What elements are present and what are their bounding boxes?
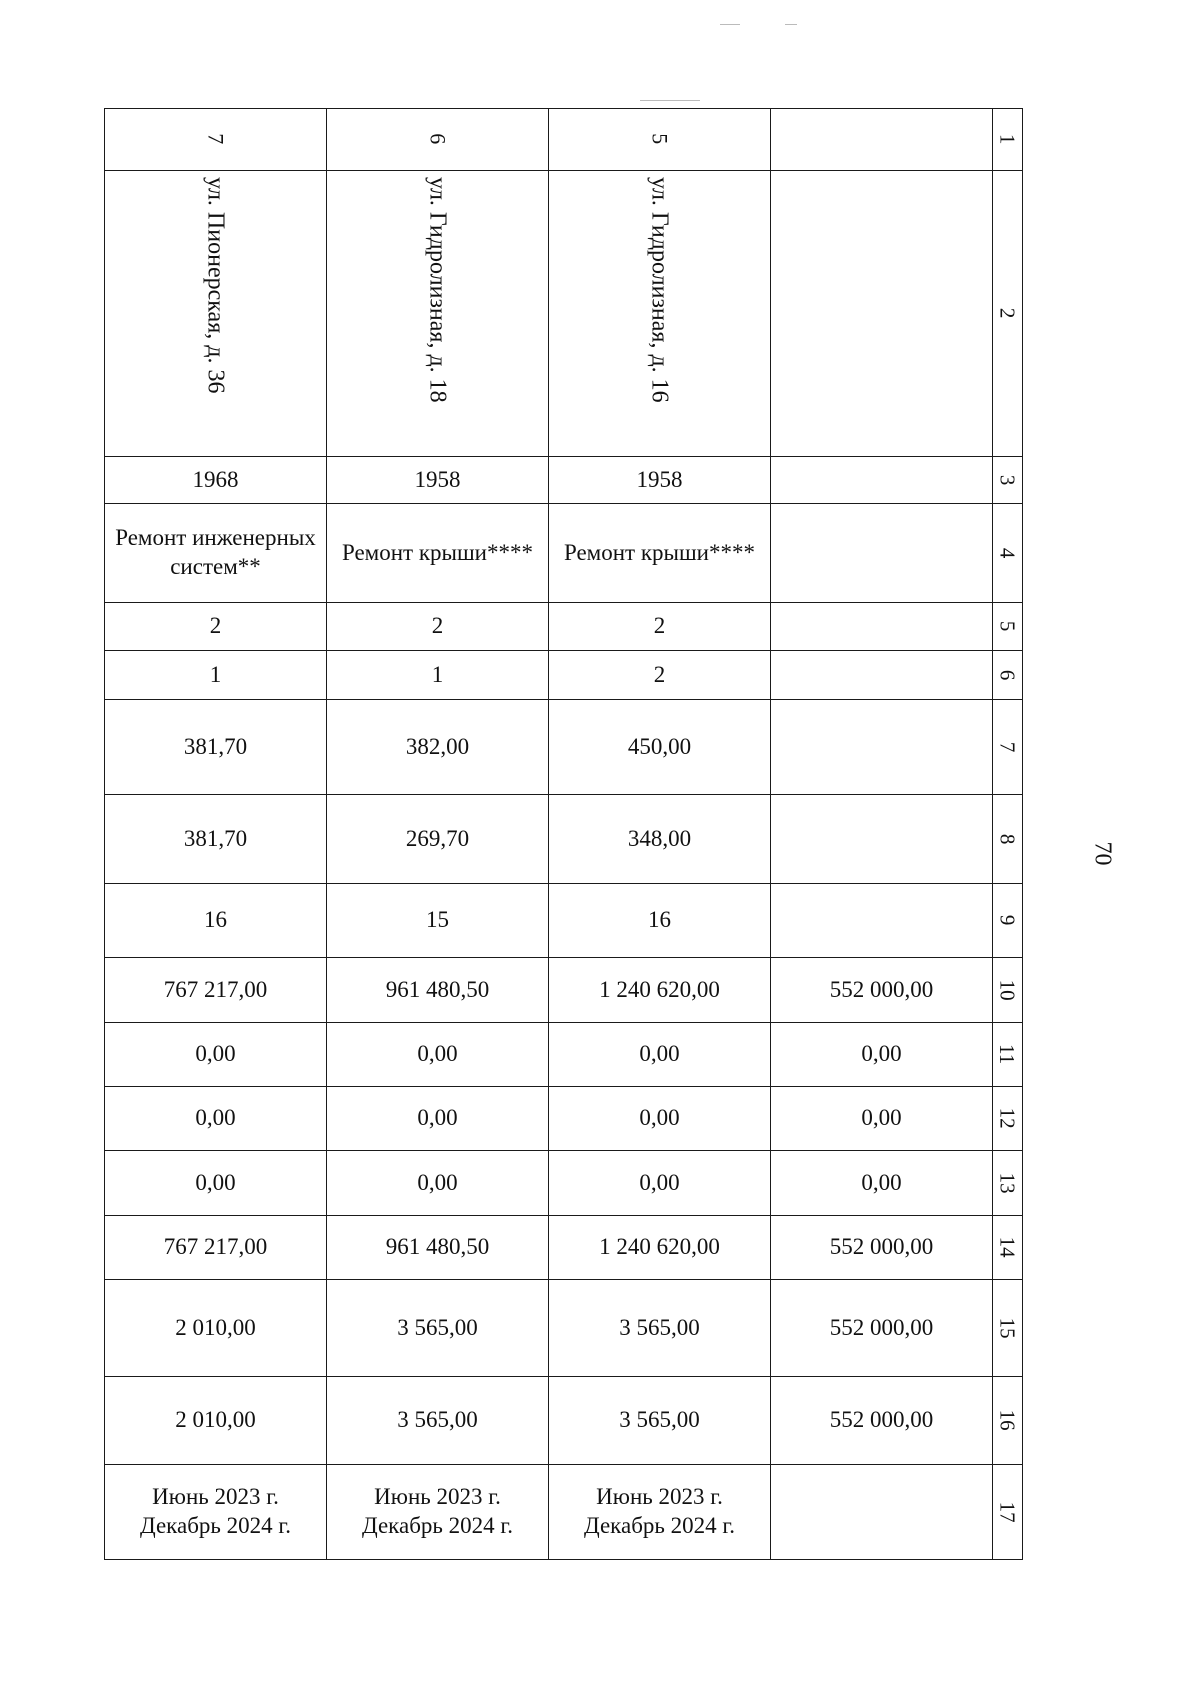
value-cell: 0,00	[771, 1022, 993, 1086]
row-number-cell: 13	[993, 1151, 1023, 1215]
row-number-cell: 8	[993, 795, 1023, 884]
table-row	[105, 1280, 1023, 1377]
value-cell: 2	[549, 603, 771, 651]
value-cell: 552 000,00	[771, 1280, 993, 1377]
table-row	[105, 457, 1023, 504]
value-cell	[771, 795, 993, 884]
value-cell: 381,70	[105, 795, 327, 884]
work-type-cell	[771, 504, 993, 603]
column-number-cell: 5	[549, 109, 771, 171]
value-cell: 3 565,00	[327, 1376, 549, 1465]
period-end: Декабрь 2024 г.	[362, 1513, 513, 1539]
table-row	[105, 504, 1023, 603]
value-cell: 767 217,00	[105, 958, 327, 1022]
year-cell: 1968	[105, 457, 327, 504]
period-cell	[105, 1465, 327, 1560]
table-row	[105, 1086, 1023, 1150]
value-cell	[771, 883, 993, 957]
period-cell	[549, 1465, 771, 1560]
value-cell: 0,00	[771, 1086, 993, 1150]
work-type-cell: Ремонт инженерных систем**	[105, 504, 327, 603]
rotated-table-page	[104, 108, 1022, 1560]
value-cell: 1	[327, 651, 549, 699]
page-number: 70	[1089, 841, 1116, 866]
period-cell	[327, 1465, 549, 1560]
period-cell	[771, 1465, 993, 1560]
value-cell: 0,00	[327, 1086, 549, 1150]
value-cell: 450,00	[549, 699, 771, 795]
period-end: Декабрь 2024 г.	[140, 1513, 291, 1539]
value-cell: 1 240 620,00	[549, 958, 771, 1022]
table-row	[105, 1022, 1023, 1086]
value-cell: 552 000,00	[771, 958, 993, 1022]
row-number-cell: 14	[993, 1215, 1023, 1279]
value-cell: 3 565,00	[327, 1280, 549, 1377]
table-row	[105, 1465, 1023, 1560]
value-cell: 2	[327, 603, 549, 651]
value-cell: 0,00	[105, 1086, 327, 1150]
value-cell	[771, 651, 993, 699]
row-number-cell: 5	[993, 603, 1023, 651]
value-cell: 3 565,00	[549, 1376, 771, 1465]
value-cell: 0,00	[327, 1022, 549, 1086]
column-number-cell: 6	[327, 109, 549, 171]
value-cell: 552 000,00	[771, 1376, 993, 1465]
table-row	[105, 958, 1023, 1022]
value-cell: 348,00	[549, 795, 771, 884]
table-row	[105, 883, 1023, 957]
year-cell: 1958	[549, 457, 771, 504]
table-row	[105, 1376, 1023, 1465]
value-cell: 0,00	[549, 1151, 771, 1215]
row-number-cell: 2	[993, 171, 1023, 457]
row-number-cell: 11	[993, 1022, 1023, 1086]
value-cell: 269,70	[327, 795, 549, 884]
value-cell: 16	[549, 883, 771, 957]
table-row	[105, 109, 1023, 171]
value-cell: 382,00	[327, 699, 549, 795]
period-start: Июнь 2023 г.	[596, 1484, 723, 1510]
table-row	[105, 699, 1023, 795]
value-cell: 2 010,00	[105, 1280, 327, 1377]
row-number-cell: 7	[993, 699, 1023, 795]
value-cell	[771, 603, 993, 651]
value-cell: 552 000,00	[771, 1215, 993, 1279]
repair-program-table	[104, 108, 1023, 1560]
row-number-cell: 10	[993, 958, 1023, 1022]
value-cell: 2	[105, 603, 327, 651]
value-cell: 961 480,50	[327, 958, 549, 1022]
row-number-cell: 6	[993, 651, 1023, 699]
value-cell: 16	[105, 883, 327, 957]
value-cell: 1	[105, 651, 327, 699]
table-row	[105, 795, 1023, 884]
address-cell: ул. Пионерская, д. 36	[105, 171, 327, 457]
period-start: Июнь 2023 г.	[374, 1484, 501, 1510]
row-number-cell: 12	[993, 1086, 1023, 1150]
value-cell: 1 240 620,00	[549, 1215, 771, 1279]
value-cell: 767 217,00	[105, 1215, 327, 1279]
period-start: Июнь 2023 г.	[152, 1484, 279, 1510]
table-row	[105, 171, 1023, 457]
row-number-cell: 1	[993, 109, 1023, 171]
value-cell: 0,00	[549, 1086, 771, 1150]
column-number-cell: 7	[105, 109, 327, 171]
row-number-cell: 16	[993, 1376, 1023, 1465]
value-cell: 2	[549, 651, 771, 699]
value-cell: 0,00	[105, 1151, 327, 1215]
address-cell: ул. Гидролизная, д. 16	[549, 171, 771, 457]
table-row	[105, 1151, 1023, 1215]
year-cell	[771, 457, 993, 504]
period-end: Декабрь 2024 г.	[584, 1513, 735, 1539]
row-number-cell: 4	[993, 504, 1023, 603]
value-cell: 0,00	[105, 1022, 327, 1086]
value-cell	[771, 699, 993, 795]
value-cell: 0,00	[549, 1022, 771, 1086]
row-number-cell: 17	[993, 1465, 1023, 1560]
table-row	[105, 603, 1023, 651]
column-number-cell	[771, 109, 993, 171]
table-row	[105, 1215, 1023, 1279]
value-cell: 0,00	[771, 1151, 993, 1215]
address-cell	[771, 171, 993, 457]
table-row	[105, 651, 1023, 699]
address-cell: ул. Гидролизная, д. 18	[327, 171, 549, 457]
year-cell: 1958	[327, 457, 549, 504]
value-cell: 2 010,00	[105, 1376, 327, 1465]
row-number-cell: 15	[993, 1280, 1023, 1377]
value-cell: 3 565,00	[549, 1280, 771, 1377]
row-number-cell: 9	[993, 883, 1023, 957]
value-cell: 0,00	[327, 1151, 549, 1215]
value-cell: 961 480,50	[327, 1215, 549, 1279]
value-cell: 381,70	[105, 699, 327, 795]
work-type-cell: Ремонт крыши****	[549, 504, 771, 603]
row-number-cell: 3	[993, 457, 1023, 504]
value-cell: 15	[327, 883, 549, 957]
work-type-cell: Ремонт крыши****	[327, 504, 549, 603]
